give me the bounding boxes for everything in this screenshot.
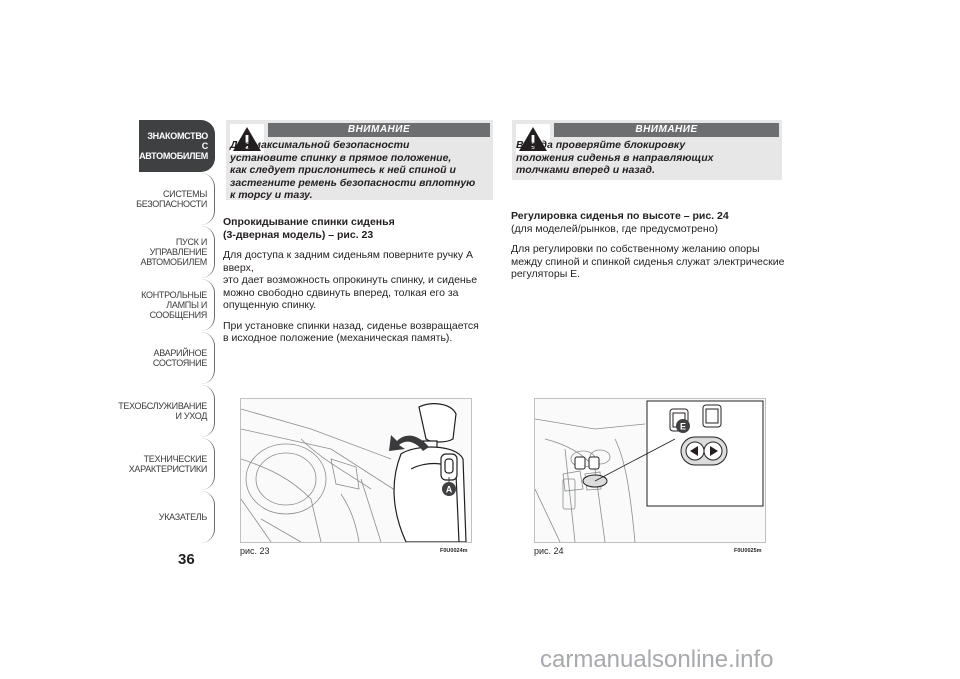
tab-znakomstvo[interactable]	[139, 120, 215, 172]
paragraph: Для доступа к задним сиденьям поверните ручку А вверх, это дает возможность опрокинуть спинку, и сиденье можно свободно сдвинуть вперед, толкая его за опущенную спинку.	[223, 249, 478, 311]
tab-tehobsluzhivanie[interactable]	[118, 385, 215, 437]
warning-title-bar: ВНИМАНИЕ	[554, 123, 779, 137]
tab-pusk-upravlenie[interactable]	[139, 226, 215, 278]
tab-label: ЗНАКОМСТВО С АВТОМОБИЛЕМ	[139, 131, 208, 161]
marker-a-label: A	[445, 484, 453, 495]
tab-sistemy-bezopasnosti[interactable]	[136, 173, 215, 225]
tab-ukazatel[interactable]	[139, 491, 215, 543]
tab-kontrolnye-lampy[interactable]	[139, 279, 215, 331]
section-subheading: (для моделей/рынков, где предусмотрено)	[511, 222, 719, 235]
car-interior-seat-illustration	[241, 399, 471, 542]
figure-code: F0U0024m	[440, 548, 468, 554]
page-number: 36	[178, 551, 195, 568]
tab-label: КОНТРОЛЬНЫЕ ЛАМПЫ И СООБЩЕНИЯ	[141, 290, 207, 320]
paragraph: При установке спинки назад, сиденье возвращается в исходное положение (механическая память).	[223, 319, 479, 344]
watermark-text[interactable]: carmanualsonline.info	[540, 646, 774, 673]
tab-label: УКАЗАТЕЛЬ	[158, 512, 207, 522]
tab-label: АВАРИЙНОЕ СОСТОЯНИЕ	[152, 348, 207, 368]
figure-code: F0U0025m	[734, 548, 762, 554]
tab-label: ТЕХНИЧЕСКИЕ ХАРАКТЕРИСТИКИ	[128, 454, 207, 474]
seat-height-control-illustration	[535, 399, 765, 542]
figure-caption: рис. 24	[534, 546, 564, 556]
tab-label: СИСТЕМЫ БЕЗОПАСНОСТИ	[136, 189, 207, 209]
figure-24-image	[534, 398, 766, 543]
paragraph: Для регулировки по собственному желанию опоры между спиной и спинкой сиденья служат электрические регуляторы Е.	[511, 243, 785, 280]
warning-text: Для максимальной безопасности установите спинку в прямое положение, как следует прислонитесь к ней спиной и застегните ремень безопасности вплотную к торсу и тазу.	[230, 139, 476, 201]
tab-label: ПУСК И УПРАВЛЕНИЕ АВТОМОБИЛЕМ	[140, 237, 207, 267]
section-heading: Опрокидывание спинки сиденья (3-дверная модель) – рис. 23	[223, 216, 395, 241]
tab-avariynoe-sostoyanie[interactable]	[139, 332, 215, 384]
warning-box-right	[512, 120, 782, 180]
warning-text: Всегда проверяйте блокировку положения сиденья в направляющих толчками вперед и назад.	[516, 139, 714, 176]
chapter-tabs	[118, 120, 215, 544]
marker-e-label: E	[679, 421, 687, 432]
tab-tehnicheskie-harakteristiki[interactable]	[128, 438, 215, 490]
right-text-block	[511, 210, 786, 281]
figure-caption: рис. 23	[240, 546, 270, 556]
rotate-arrow	[389, 435, 429, 451]
section-heading: Регулировка сиденья по высоте – рис. 24	[511, 210, 729, 222]
figure-23-image	[240, 398, 472, 543]
left-text-block	[223, 216, 498, 345]
warning-title-bar: ВНИМАНИЕ	[268, 123, 490, 137]
tab-label: ТЕХОБСЛУЖИВАНИЕ И УХОД	[118, 401, 207, 421]
warning-box-left	[226, 120, 493, 200]
